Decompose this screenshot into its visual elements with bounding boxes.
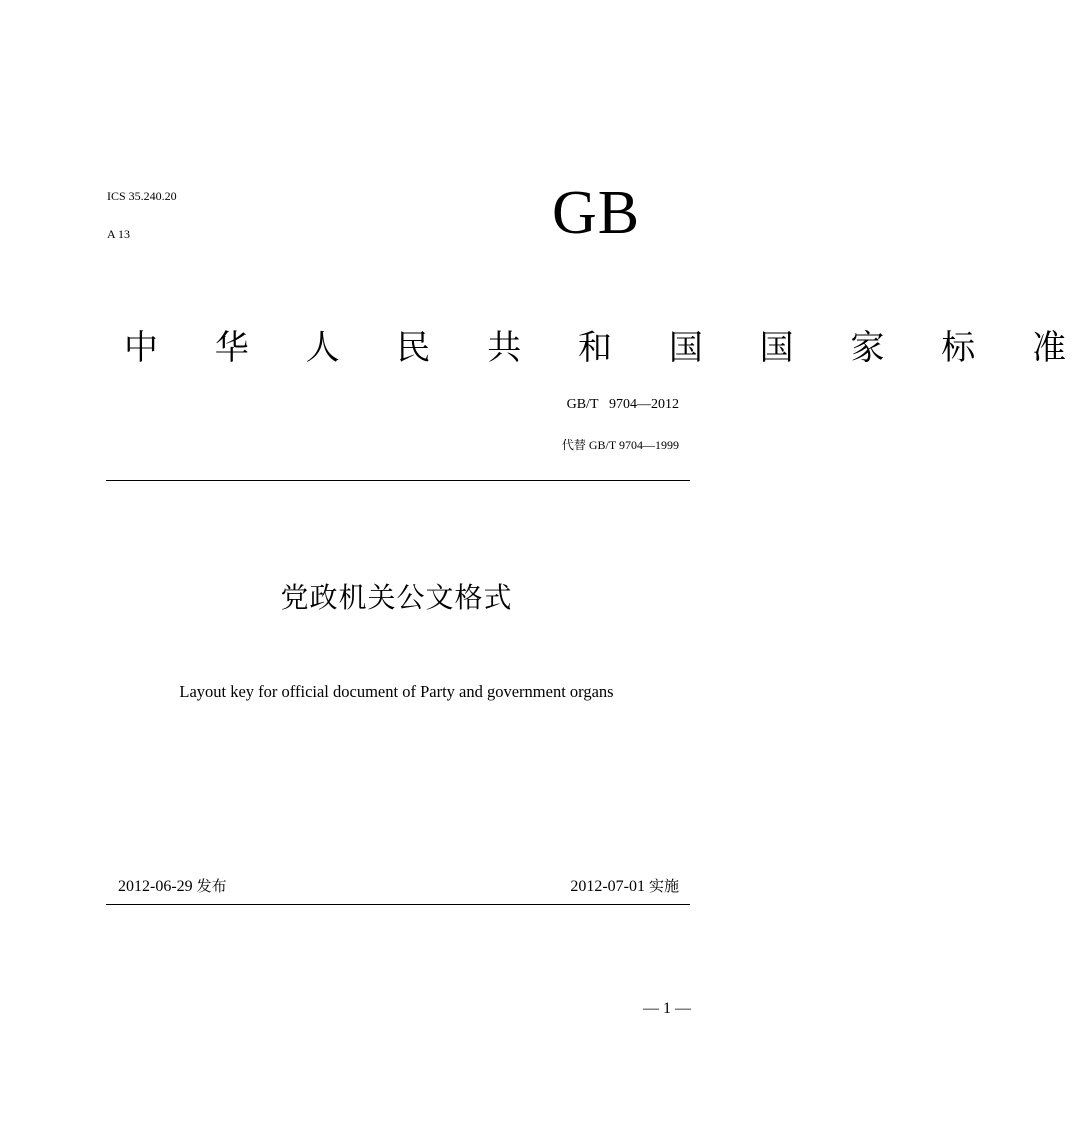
- implementation-date-value: 2012-07-01: [570, 878, 645, 895]
- title-chinese: 党政机关公文格式: [280, 581, 513, 614]
- top-divider: [106, 480, 690, 481]
- page-number: — 1 —: [643, 1000, 691, 1017]
- gb-logo: GB: [552, 179, 641, 247]
- issue-date: [118, 875, 227, 896]
- issue-date-value: 2012-06-29: [118, 878, 193, 895]
- standard-category: 中 华 人 民 共 和 国 国 家 标 准: [124, 328, 1089, 368]
- issue-label: 发布: [196, 877, 227, 895]
- ics-code: ICS 35.240.20: [107, 189, 177, 203]
- implementation-date: [570, 875, 679, 896]
- replaces-standard: 代替 GB/T 9704—1999: [561, 438, 679, 452]
- implementation-label: 实施: [648, 877, 679, 895]
- bottom-divider: [106, 904, 690, 905]
- ccs-code: A 13: [107, 227, 131, 241]
- standard-number: GB/T 9704—2012: [566, 397, 679, 412]
- title-english: Layout key for official document of Party and government organs: [179, 682, 614, 701]
